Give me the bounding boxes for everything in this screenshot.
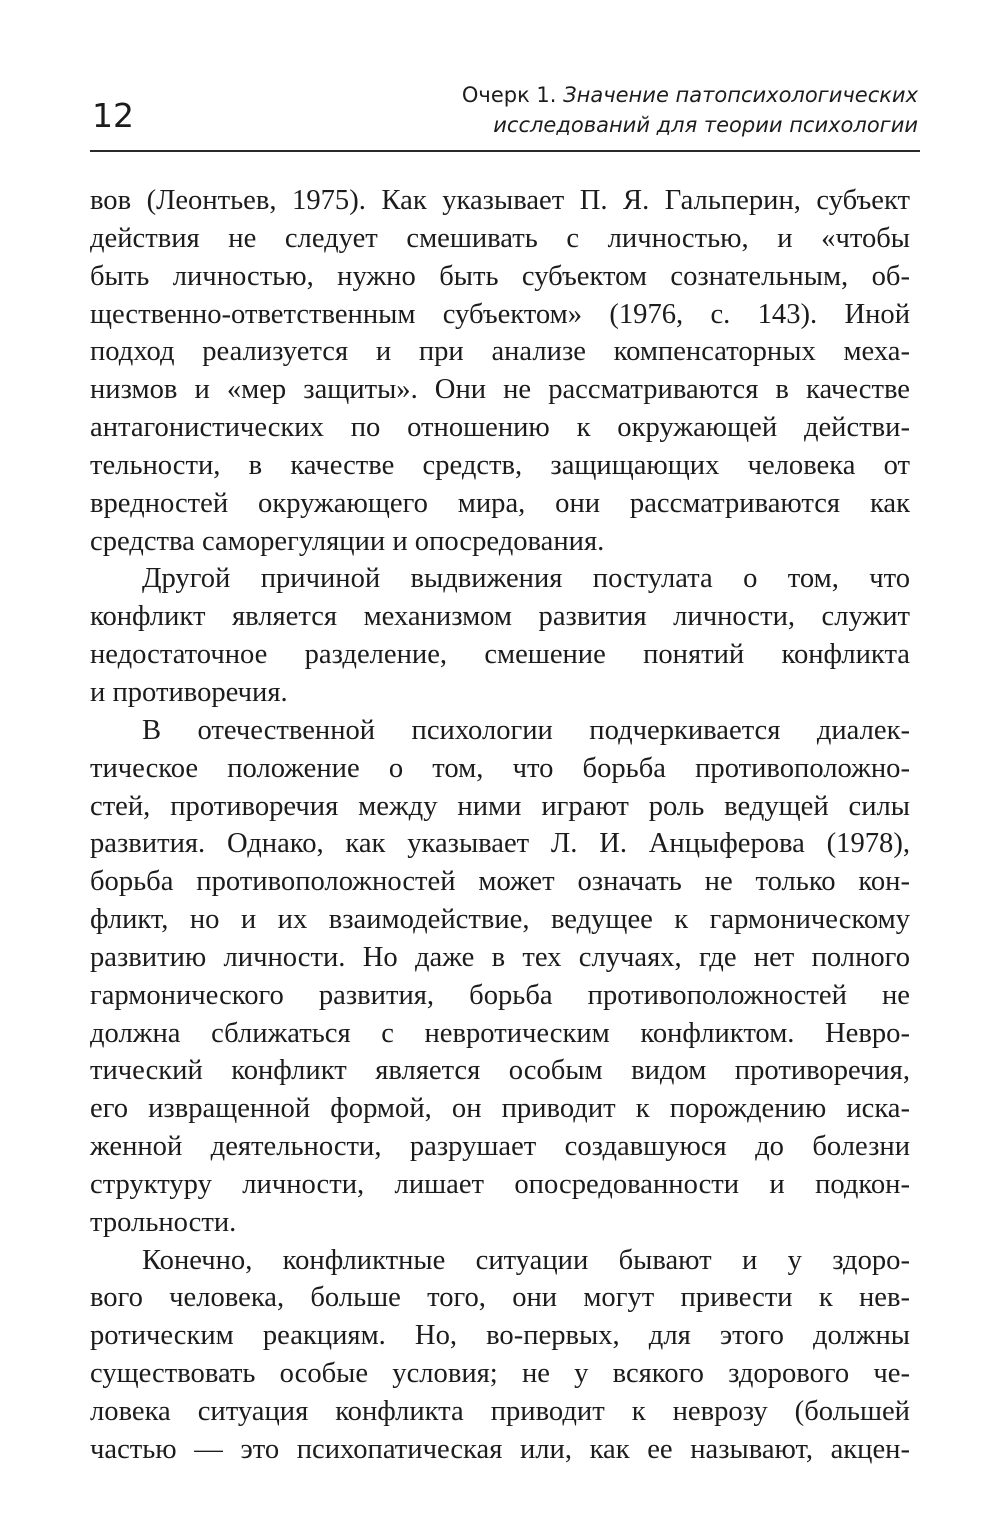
text-line: и противоречия. <box>90 676 288 708</box>
text-line: щественно-ответственным субъектом» (1976, с. 143). Иной <box>90 298 910 330</box>
text-line: ловека ситуация конфликта приводит к неврозу (большей <box>90 1396 910 1427</box>
body-text <box>90 182 910 1469</box>
text-line: гармонического развития, борьба противоположностей не <box>90 979 910 1011</box>
text-line: быть личностью, нужно быть субъектом сознательным, об- <box>90 260 910 292</box>
paragraph-3 <box>90 712 910 1242</box>
text-line: вов (Леонтьев, 1975). Как указывает П. Я. Гальперин, субъект <box>90 185 910 216</box>
text-line: Другой причиной выдвижения постулата о том, что <box>142 563 910 595</box>
paragraph-2 <box>90 560 910 711</box>
paragraph-1 <box>90 182 910 560</box>
text-line: недостаточное разделение, смешение понятий конфликта <box>90 639 910 671</box>
text-line: конфликт является механизмом развития личности, служит <box>90 601 910 633</box>
text-line: низмов и «мер защиты». Они не рассматриваются в качестве <box>90 374 910 406</box>
text-line: трольности. <box>90 1206 237 1238</box>
text-line: ротическим реакциям. Но, во-первых, для этого должны <box>90 1320 910 1352</box>
text-line: Конечно, конфликтные ситуации бывают и у здоро- <box>142 1244 910 1276</box>
text-line: подход реализуется и при анализе компенсаторных меха- <box>90 336 910 368</box>
text-line: средства саморегуляции и опосредования. <box>90 525 605 557</box>
chapter-heading-line-1 <box>358 80 918 110</box>
text-line: фликт, но и их взаимодействие, ведущее к гармоническому <box>90 904 910 936</box>
text-line: частью — это психопатическая или, как ее называют, акцен- <box>90 1433 910 1465</box>
running-header <box>90 70 920 152</box>
text-line: стей, противоречия между ними играют роль ведущей силы <box>90 790 910 822</box>
text-line: борьба противоположностей может означать не только кон- <box>90 866 910 898</box>
chapter-label: Очерк 1. <box>461 83 557 107</box>
text-line: развитию личности. Но даже в тех случаях, где нет полного <box>90 941 910 973</box>
chapter-title-line-1: Значение патопсихологических <box>563 83 918 107</box>
text-line: структуру личности, лишает опосредованности и подкон- <box>90 1168 910 1200</box>
text-line: антагонистических по отношению к окружающей действи- <box>90 412 910 444</box>
text-line: должна сближаться с невротическим конфликтом. Невро- <box>90 1017 910 1049</box>
text-line: В отечественной психологии подчеркивается диалек- <box>142 714 910 746</box>
text-line: женной деятельности, разрушает создавшуюся до болезни <box>90 1131 910 1163</box>
page-number: 12 <box>92 96 134 135</box>
text-line: его извращенной формой, он приводит к порождению иска- <box>90 1093 910 1125</box>
chapter-heading <box>358 80 918 140</box>
text-line: вого человека, больше того, они могут привести к нев- <box>90 1282 910 1314</box>
text-line: тическое положение о том, что борьба противоположно- <box>90 752 910 784</box>
text-line: развития. Однако, как указывает Л. И. Анцыферова (1978), <box>90 828 910 860</box>
paragraph-4 <box>90 1242 910 1469</box>
text-line: тический конфликт является особым видом противоречия, <box>90 1055 910 1087</box>
text-line: вредностей окружающего мира, они рассматриваются как <box>90 487 910 519</box>
text-line: существовать особые условия; не у всякого здорового че- <box>90 1358 910 1390</box>
chapter-title-line-2: исследований для теории психологии <box>493 113 918 137</box>
text-line: тельности, в качестве средств, защищающих человека от <box>90 449 910 481</box>
text-line: действия не следует смешивать с личностью, и «чтобы <box>90 222 910 254</box>
